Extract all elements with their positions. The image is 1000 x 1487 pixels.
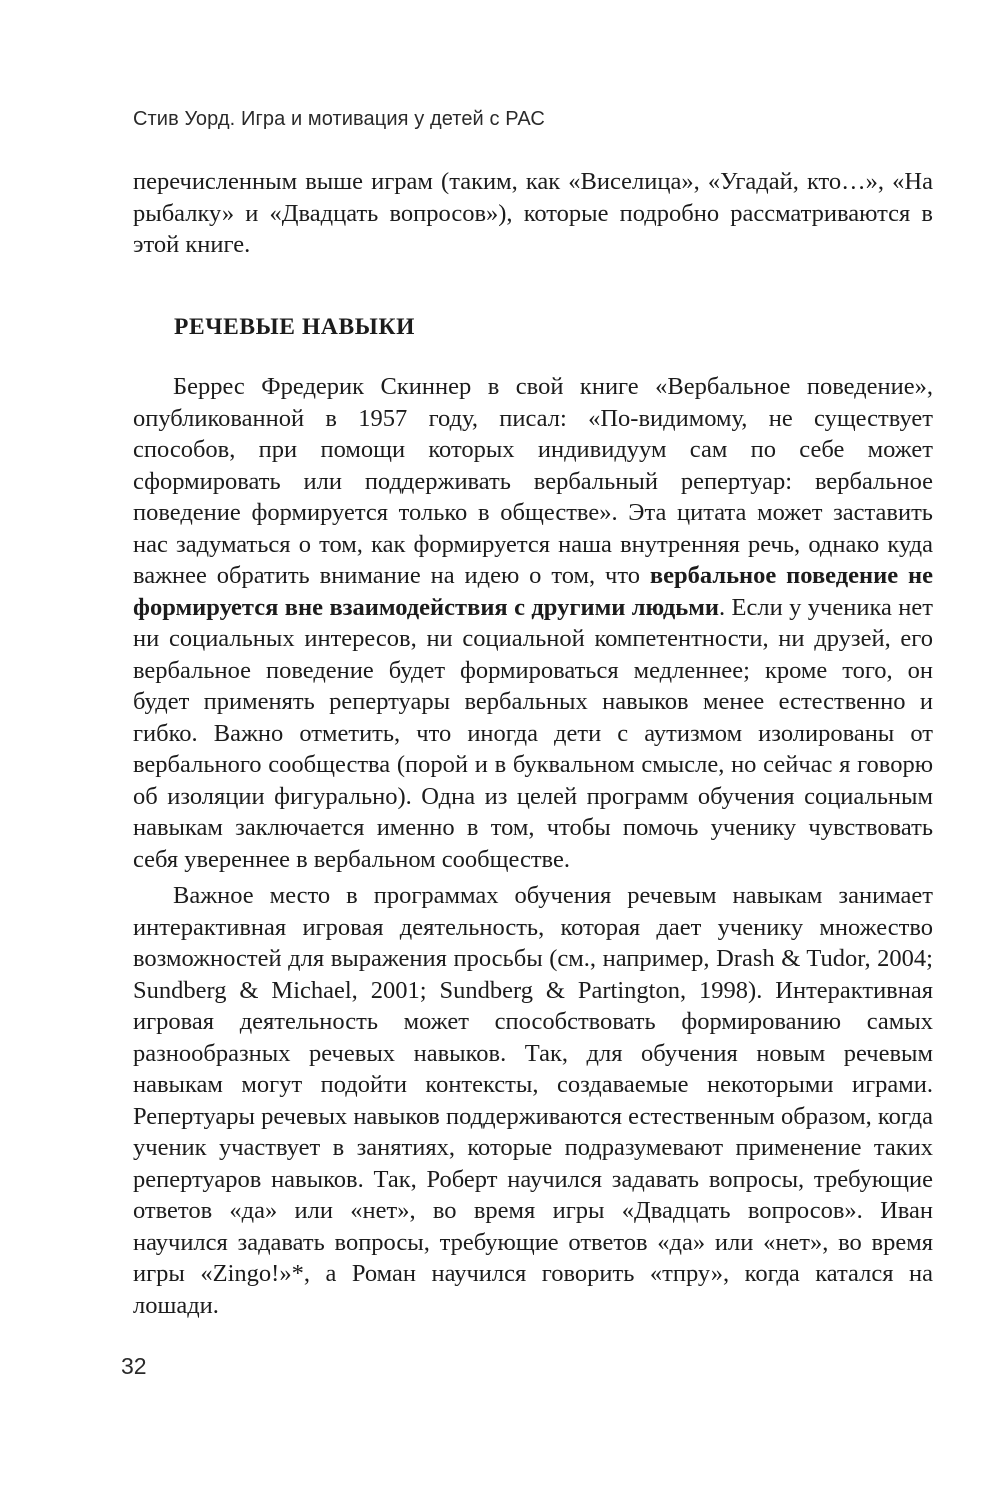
continuation-block [133, 166, 933, 261]
page-number: 32 [121, 1353, 147, 1379]
section-body [133, 371, 933, 1321]
running-header: Стив Уорд. Игра и мотивация у детей с РАС [133, 108, 545, 130]
continuation-paragraph: перечисленным выше играм (таким, как «Виселица», «Угадай, кто…», «На рыбалку» и «Двадцать вопросов»), которые подробно рассматриваются в этой книге. [133, 168, 933, 258]
paragraph-interactive-play: Важное место в программах обучения речевым навыкам занимает интерактивная игровая деятельность, которая дает ученику множество возможностей для выражения просьбы (см., например, Drash & Tudor, 2004; Sundberg & Michael, 2001; Sundberg & Partington, 1998). Интерактивная игровая деятельность может способствовать формированию самых разнообразных речевых навыков. Так, для обучения новым речевым навыкам могут подойти контексты, создаваемые некоторыми играми. Репертуары речевых навыков поддерживаются естественным образом, когда ученик участвует в занятиях, которые подразумевают применение таких репертуаров навыков. Так, Роберт научился задавать вопросы, требующие ответов «да» или «нет», во время игры «Двадцать вопросов». Иван научился задавать вопросы, требующие ответов «да» или «нет», во время игры «Zingo!»*, а Роман научился говорить «тпру», когда катался на лошади. [133, 882, 933, 1319]
paragraph-skinner [133, 371, 933, 875]
section-heading: РЕЧЕВЫЕ НАВЫКИ [174, 314, 415, 340]
paragraph-1-text-end: . Если у ученика нет ни социальных интересов, ни социальной компетентности, ни друзей, его вербальное поведение будет формироваться медленнее; кроме того, он будет применять репертуары вербальных навыков менее естественно и гибко. Важно отметить, что иногда дети с аутизмом изолированы от вербального сообщества (порой и в буквальном смысле, но сейчас я говорю об изоляции фигурально). Одна из целей программ обучения социальным навыкам заключается именно в том, чтобы помочь ученику чувствовать себя увереннее в вербальном сообществе. [133, 593, 933, 873]
paragraph-1-text-start: Беррес Фредерик Скиннер в свой книге «Вербальное поведение», опубликованной в 1957 году, писал: «По-видимому, не существует способов, при помощи которых индивидуум сам по себе может сформировать или поддерживать вербальный репертуар: вербальное поведение формируется только в обществе». Эта цитата может заставить нас задуматься о том, как формируется наша внутренняя речь, однако куда важнее обратить внимание на идею о том, что [133, 373, 933, 589]
paragraph-1-bold-emphasis: вербальное поведение не формируется вне взаимодействия с другими людьми [133, 562, 933, 621]
